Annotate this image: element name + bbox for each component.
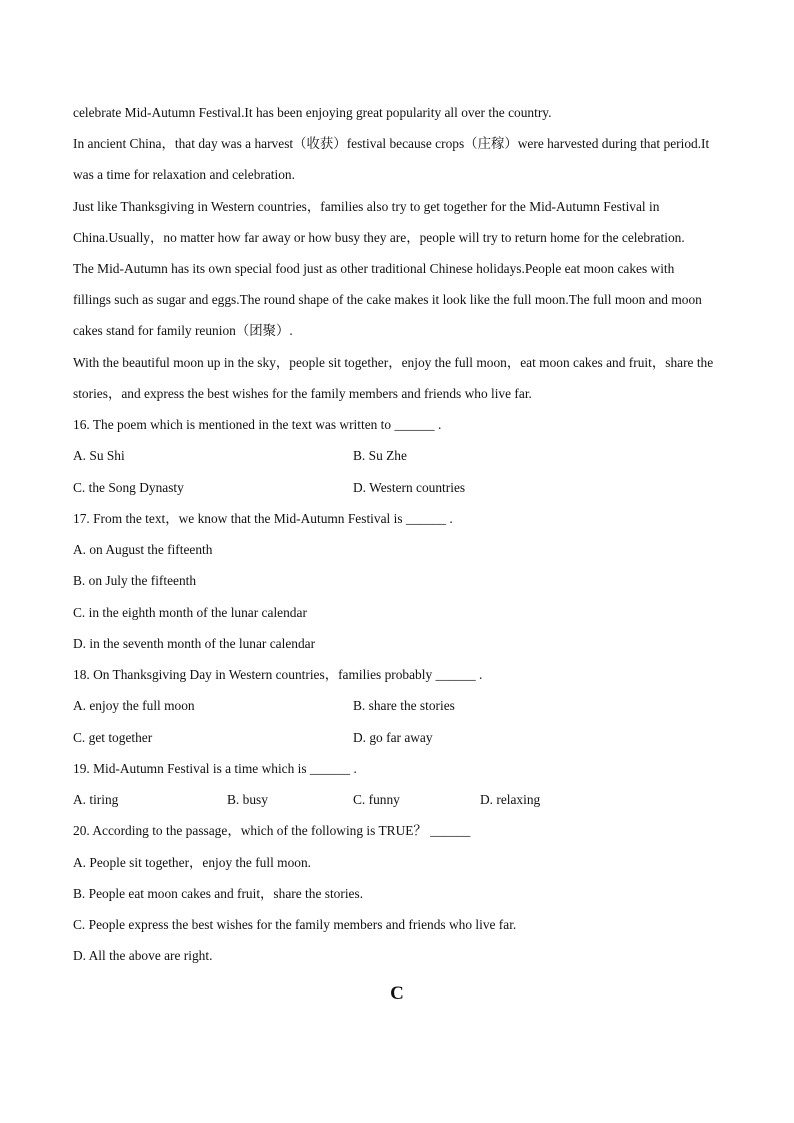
option-a: A. tiring bbox=[73, 792, 119, 807]
option-a: A. People sit together，enjoy the full moon. bbox=[73, 855, 312, 870]
option-d: D. relaxing bbox=[480, 792, 541, 807]
passage-line: In ancient China，that day was a harvest（收获）festival because crops（庄稼）were harvested during that period.It bbox=[73, 136, 710, 151]
question-stem: 20. According to the passage，which of the following is TRUE？ ______ bbox=[73, 823, 471, 838]
option-d: D. go far away bbox=[353, 730, 433, 745]
option-c: C. in the eighth month of the lunar calendar bbox=[73, 605, 307, 620]
option-c: C. the Song Dynasty bbox=[73, 480, 184, 495]
passage-line: fillings such as sugar and eggs.The round shape of the cake makes it look like the full moon.The full moon and moon bbox=[73, 292, 702, 307]
passage-line: celebrate Mid-Autumn Festival.It has been enjoying great popularity all over the country. bbox=[73, 105, 552, 120]
passage-line: The Mid-Autumn has its own special food just as other traditional Chinese holidays.People eat moon cakes with bbox=[73, 261, 675, 276]
question-stem: 19. Mid-Autumn Festival is a time which is ______ . bbox=[73, 761, 357, 776]
option-b: B. busy bbox=[227, 792, 268, 807]
question-stem: 18. On Thanksgiving Day in Western countries，families probably ______ . bbox=[73, 667, 483, 682]
option-c: C. get together bbox=[73, 730, 153, 745]
option-a: A. enjoy the full moon bbox=[73, 698, 195, 713]
question-stem: 16. The poem which is mentioned in the text was written to ______ . bbox=[73, 417, 442, 432]
question-stem: 17. From the text，we know that the Mid-Autumn Festival is ______ . bbox=[73, 511, 453, 526]
option-d: D. All the above are right. bbox=[73, 948, 213, 963]
option-a: A. Su Shi bbox=[73, 448, 125, 463]
option-d: D. Western countries bbox=[353, 480, 466, 495]
option-d: D. in the seventh month of the lunar calendar bbox=[73, 636, 316, 651]
option-a: A. on August the fifteenth bbox=[73, 542, 213, 557]
passage-line: cakes stand for family reunion（团聚）. bbox=[73, 323, 293, 338]
option-b: B. share the stories bbox=[353, 698, 455, 713]
passage-line: was a time for relaxation and celebration. bbox=[73, 167, 295, 182]
passage-line: China.Usually，no matter how far away or how busy they are，people will try to return home for the celebration. bbox=[73, 230, 685, 245]
section-heading: C bbox=[390, 983, 404, 1004]
option-b: B. People eat moon cakes and fruit，share the stories. bbox=[73, 886, 364, 901]
option-b: B. Su Zhe bbox=[353, 448, 407, 463]
passage-line: Just like Thanksgiving in Western countries，families also try to get together for the Mid-Autumn Festival in bbox=[73, 199, 660, 214]
passage-line: stories，and express the best wishes for the family members and friends who live far. bbox=[73, 386, 532, 401]
option-c: C. funny bbox=[353, 792, 400, 807]
passage-line: With the beautiful moon up in the sky，people sit together，enjoy the full moon，eat moon cakes and fruit，share the bbox=[73, 355, 714, 370]
option-c: C. People express the best wishes for the family members and friends who live far. bbox=[73, 917, 517, 932]
option-b: B. on July the fifteenth bbox=[73, 573, 197, 588]
